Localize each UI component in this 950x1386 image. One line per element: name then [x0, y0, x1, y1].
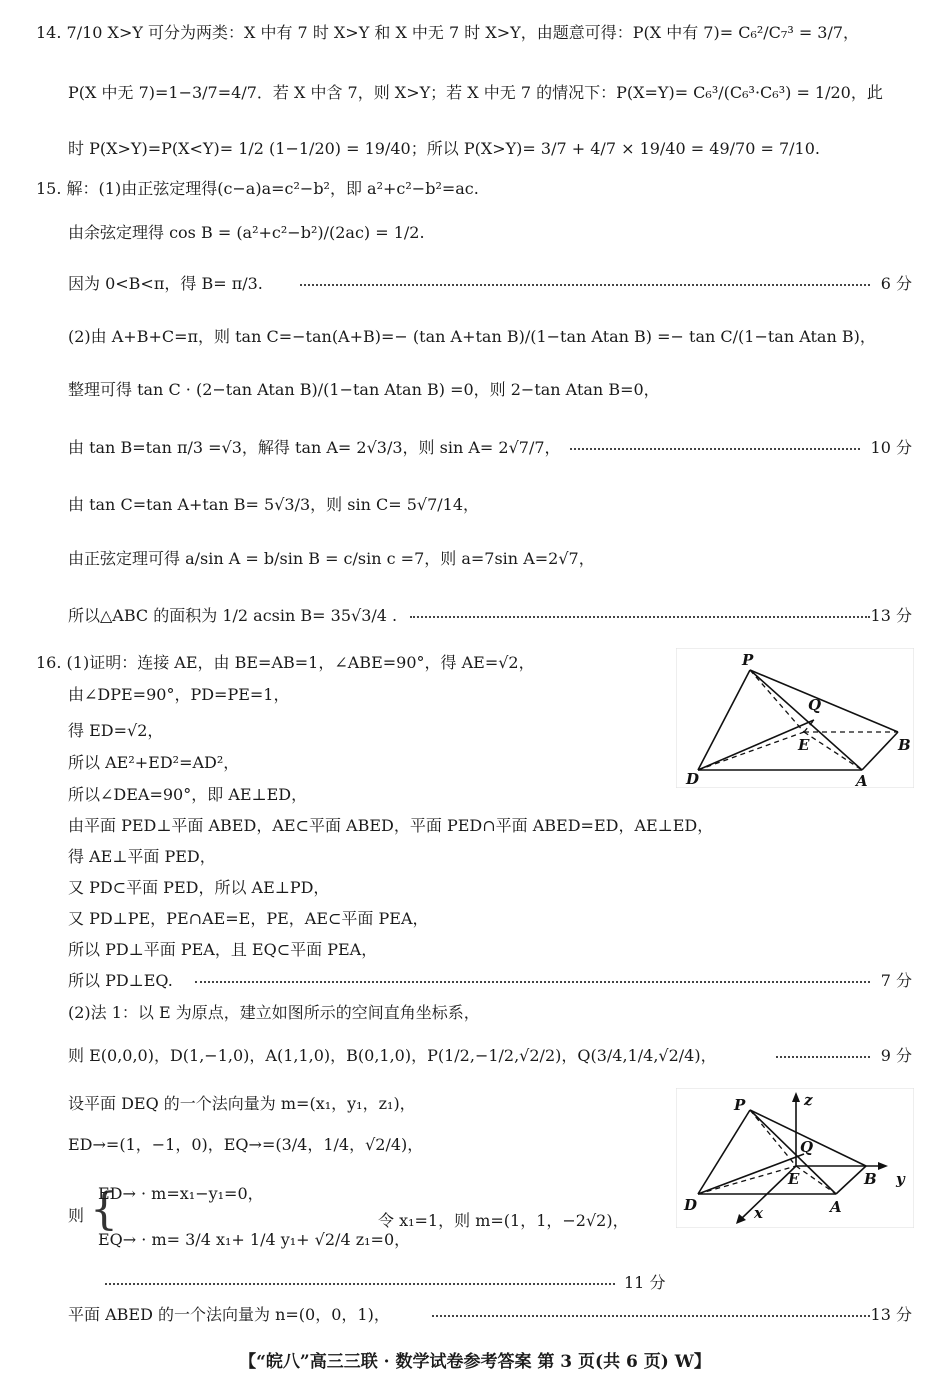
dotted-leader: [195, 981, 870, 983]
page-footer: 【“皖八”高三三联 · 数学试卷参考答案 第 3 页(共 6 页) W】: [239, 1352, 711, 1372]
problem-16-line-7: 得 AE⊥平面 PED，: [68, 847, 216, 866]
problem-15-line-6: 由 tan B=tan π/3 =√3，解得 tan A= 2√3/3，则 sin A= 2√7/7，: [68, 438, 561, 457]
problem-14-line-3: 时 P(X>Y)=P(X<Y)= 1/2 (1−1/20) = 19/40；所以 P(X>Y)= 3/7 + 4/7 × 19/40 = 49/70 = 7/10.: [68, 139, 820, 158]
dotted-leader: [105, 1283, 615, 1285]
problem-15-line-8: 由正弦定理可得 a/sin A = b/sin B = c/sin c =7，则 a=7sin A=2√7，: [68, 549, 595, 568]
fig2-label-P: P: [734, 1096, 746, 1114]
problem-16-line-3: 得 ED=√2，: [68, 721, 164, 740]
problem-16-line-5: 所以∠DEA=90°，即 AE⊥ED，: [68, 785, 308, 804]
fig1-label-Q: Q: [808, 696, 822, 714]
fig1-label-P: P: [742, 651, 754, 669]
problem-15-line-7: 由 tan C=tan A+tan B= 5√3/3，则 sin C= 5√7/14，: [68, 495, 479, 514]
score-13b: 13 分: [870, 1305, 912, 1324]
problem-16-line-18: 平面 ABED 的一个法向量为 n=(0，0，1)，: [68, 1305, 390, 1324]
problem-16-line-10: 所以 PD⊥平面 PEA，且 EQ⊂平面 PEA，: [68, 940, 378, 959]
score-6: 6 分: [880, 274, 912, 293]
fig2-label-D: D: [684, 1196, 698, 1214]
fig2-label-A: A: [830, 1198, 842, 1216]
problem-15-line-9: 所以△ABC 的面积为 1/2 acsin B= 35√3/4 .: [68, 606, 398, 625]
fig1-label-A: A: [856, 772, 868, 788]
problem-16-line-14: 设平面 DEQ 的一个法向量为 m=(x₁，y₁，z₁)，: [68, 1094, 416, 1113]
problem-16-line-15: ED→=(1，−1，0)，EQ→=(3/4，1/4，√2/4)，: [68, 1135, 424, 1154]
fig2-label-z: z: [804, 1091, 813, 1109]
fig1-label-D: D: [686, 770, 700, 788]
problem-16-line-2: 由∠DPE=90°，PD=PE=1，: [68, 685, 290, 704]
coordinate-figure: [676, 1088, 914, 1228]
problem-16-line-12: (2)法 1：以 E 为原点，建立如图所示的空间直角坐标系，: [68, 1003, 480, 1022]
problem-15-line-3: 因为 0<B<π，得 B= π/3.: [68, 274, 263, 293]
fig2-label-Q: Q: [800, 1138, 814, 1156]
dotted-leader: [410, 616, 870, 618]
dotted-leader: [570, 448, 860, 450]
fig2-label-B: B: [864, 1170, 877, 1188]
problem-14-line-2: P(X 中无 7)=1−3/7=4/7．若 X 中含 7，则 X>Y；若 X 中无 7 的情况下：P(X=Y)= C₆³/(C₆³·C₆³) = 1/20，此: [68, 83, 883, 102]
dotted-leader: [776, 1056, 870, 1058]
dotted-leader: [432, 1315, 870, 1317]
system-label: 则: [68, 1206, 85, 1225]
problem-16-line-11: 所以 PD⊥EQ.: [68, 971, 173, 990]
fig2-label-x: x: [754, 1204, 763, 1222]
score-7: 7 分: [880, 971, 912, 990]
fig1-label-B: B: [898, 736, 911, 754]
problem-15-line-5: 整理可得 tan C · (2−tan Atan B)/(1−tan Atan B) =0，则 2−tan Atan B=0，: [68, 380, 660, 399]
system-eq-1: ED→ · m=x₁−y₁=0，: [98, 1184, 264, 1203]
score-10: 10 分: [870, 438, 912, 457]
dotted-leader: [300, 284, 870, 286]
score-11: 11 分: [624, 1273, 666, 1292]
system-eq-2: EQ→ · m= 3/4 x₁+ 1/4 y₁+ √2/4 z₁=0，: [98, 1230, 411, 1249]
problem-14-line-1: 14. 7/10 X>Y 可分为两类：X 中有 7 时 X>Y 和 X 中无 7 时 X>Y，由题意可得：P(X 中有 7)= C₆²/C₇³ = 3/7，: [36, 23, 860, 42]
brace: {: [90, 1184, 118, 1235]
problem-15-line-1: 15. 解：(1)由正弦定理得(c−a)a=c²−b²，即 a²+c²−b²=ac.: [36, 179, 479, 198]
problem-15-line-4: (2)由 A+B+C=π，则 tan C=−tan(A+B)=− (tan A+tan B)/(1−tan Atan B) =− tan C/(1−tan Atan B)，: [68, 327, 876, 346]
set-x1-line: 令 x₁=1，则 m=(1，1，−2√2)，: [378, 1211, 629, 1230]
score-9: 9 分: [880, 1046, 912, 1065]
pyramid-figure: [676, 648, 914, 788]
problem-16-line-13: 则 E(0,0,0)，D(1,−1,0)，A(1,1,0)，B(0,1,0)，P(1/2,−1/2,√2/2)，Q(3/4,1/4,√2/4)，: [68, 1046, 717, 1065]
fig2-label-E: E: [788, 1170, 800, 1188]
problem-16-line-4: 所以 AE²+ED²=AD²，: [68, 753, 240, 772]
fig1-label-E: E: [798, 736, 810, 754]
problem-16-line-1: 16. (1)证明：连接 AE，由 BE=AB=1，∠ABE=90°，得 AE=√2，: [36, 653, 535, 672]
problem-15-line-2: 由余弦定理得 cos B = (a²+c²−b²)/(2ac) = 1/2.: [68, 223, 425, 242]
score-13: 13 分: [870, 606, 912, 625]
fig2-label-y: y: [896, 1170, 905, 1188]
problem-16-line-9: 又 PD⊥PE，PE∩AE=E，PE，AE⊂平面 PEA，: [68, 909, 429, 928]
problem-16-line-8: 又 PD⊂平面 PED，所以 AE⊥PD，: [68, 878, 330, 897]
problem-16-line-6: 由平面 PED⊥平面 ABED，AE⊂平面 ABED，平面 PED∩平面 ABED=ED，AE⊥ED，: [68, 816, 714, 835]
